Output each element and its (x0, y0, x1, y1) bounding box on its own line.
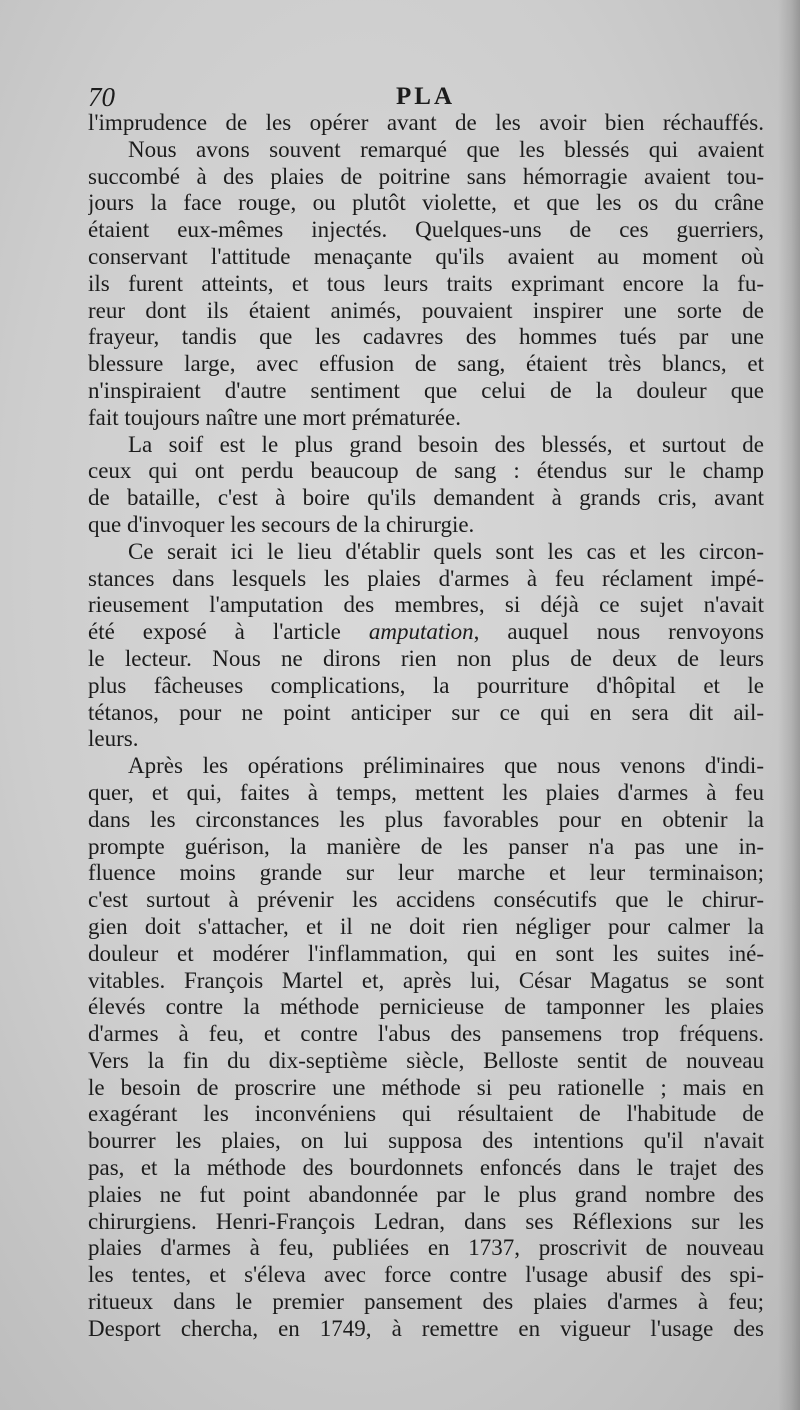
text-line: c'est surtout à prévenir les accidens consécutifs que le chirur- (88, 887, 764, 913)
text-line: été exposé à l'article amputation, auquel nous renvoyons (88, 619, 764, 645)
text-line: d'armes à feu, et contre l'abus des pansemens trop fréquens. (88, 1021, 764, 1047)
text-line: Nous avons souvent remarqué que les blessés qui avaient (128, 136, 764, 162)
text-line: plus fâcheuses complications, la pourriture d'hôpital et le (88, 672, 764, 698)
text-line: douleur et modérer l'inflammation, qui en sont les suites iné- (88, 940, 764, 966)
text-line: conservant l'attitude menaçante qu'ils avaient au moment où (88, 243, 764, 269)
page-edge-shadow (778, 0, 800, 1410)
text-line: pas, et la méthode des bourdonnets enfoncés dans le trajet des (88, 1155, 764, 1181)
text-line: Vers la fin du dix-septième siècle, Belloste sentit de nouveau (88, 1047, 764, 1073)
text-line: de bataille, c'est à boire qu'ils demandent à grands cris, avant (88, 485, 764, 511)
text-line: gien doit s'attacher, et il ne doit rien négliger pour calmer la (88, 913, 764, 939)
page-number: 70 (88, 82, 115, 112)
text-line: stances dans lesquels les plaies d'armes à feu réclament impé- (88, 565, 764, 591)
text-line: étaient eux-mêmes injectés. Quelques-uns de ces guerriers, (88, 217, 764, 243)
text-line: bourrer les plaies, on lui supposa des intentions qu'il n'avait (88, 1128, 764, 1154)
text-line: fluence moins grande sur leur marche et leur terminaison; (88, 860, 764, 886)
text-line: chirurgiens. Henri-François Ledran, dans ses Réflexions sur les (88, 1208, 764, 1234)
text-line: jours la face rouge, ou plutôt violette, et que les os du crâne (88, 190, 764, 216)
text-line: le lecteur. Nous ne dirons rien non plus de deux de leurs (88, 645, 764, 671)
text-line: rieusement l'amputation des membres, si déjà ce sujet n'avait (88, 592, 764, 618)
text-line: élevés contre la méthode pernicieuse de tamponner les plaies (88, 994, 764, 1020)
italic-term: amputation (368, 619, 474, 645)
text-line: le besoin de proscrire une méthode si peu rationelle ; mais en (88, 1074, 764, 1100)
text-line: plaies d'armes à feu, publiées en 1737, proscrivit de nouveau (88, 1235, 764, 1261)
text-line: exagérant les inconvéniens qui résultaient de l'habitude de (88, 1101, 764, 1127)
text-line: ils furent atteints, et tous leurs traits exprimant encore la fu- (88, 270, 764, 296)
text-line: tétanos, pour ne point anticiper sur ce qui en sera dit ail- (88, 699, 764, 725)
text-line: prompte guérison, la manière de les panser n'a pas une in- (88, 833, 764, 859)
text-line: fait toujours naître une mort prématurée. (88, 404, 461, 430)
text-line: vitables. François Martel et, après lui, César Magatus se sont (88, 967, 764, 993)
text-line: frayeur, tandis que les cadavres des hommes tués par une (88, 324, 764, 350)
header-title: PLA (396, 83, 455, 110)
text-line: La soif est le plus grand besoin des blessés, et surtout de (128, 431, 764, 457)
text-line: ceux qui ont perdu beaucoup de sang : étendus sur le champ (88, 458, 764, 484)
text-line: ritueux dans le premier pansement des plaies d'armes à feu; (88, 1289, 764, 1315)
text-line: succombé à des plaies de poitrine sans hémorragie avaient tou- (88, 163, 764, 189)
text-line: leurs. (88, 726, 139, 752)
text-line: plaies ne fut point abandonnée par le plus grand nombre des (88, 1181, 764, 1207)
text-line: que d'invoquer les secours de la chirurgie. (88, 511, 475, 537)
text-line: dans les circonstances les plus favorables pour en obtenir la (88, 806, 764, 832)
text-line: Ce serait ici le lieu d'établir quels sont les cas et les circon- (128, 538, 764, 564)
body-text (88, 110, 764, 1343)
text-line: Desport chercha, en 1749, à remettre en vigueur l'usage des (88, 1315, 764, 1341)
text-line: l'imprudence de les opérer avant de les avoir bien réchauffés. (88, 110, 764, 135)
text-line: quer, et qui, faites à temps, mettent les plaies d'armes à feu (88, 779, 764, 805)
text-line: n'inspiraient d'autre sentiment que celui de la douleur que (88, 377, 764, 403)
text-line: reur dont ils étaient animés, pouvaient inspirer une sorte de (88, 297, 764, 323)
text-line: Après les opérations préliminaires que nous venons d'indi- (128, 753, 764, 779)
text-line: blessure large, avec effusion de sang, étaient très blancs, et (88, 351, 764, 377)
running-head (88, 82, 764, 112)
text-line: les tentes, et s'éleva avec force contre l'usage abusif des spi- (88, 1262, 764, 1288)
